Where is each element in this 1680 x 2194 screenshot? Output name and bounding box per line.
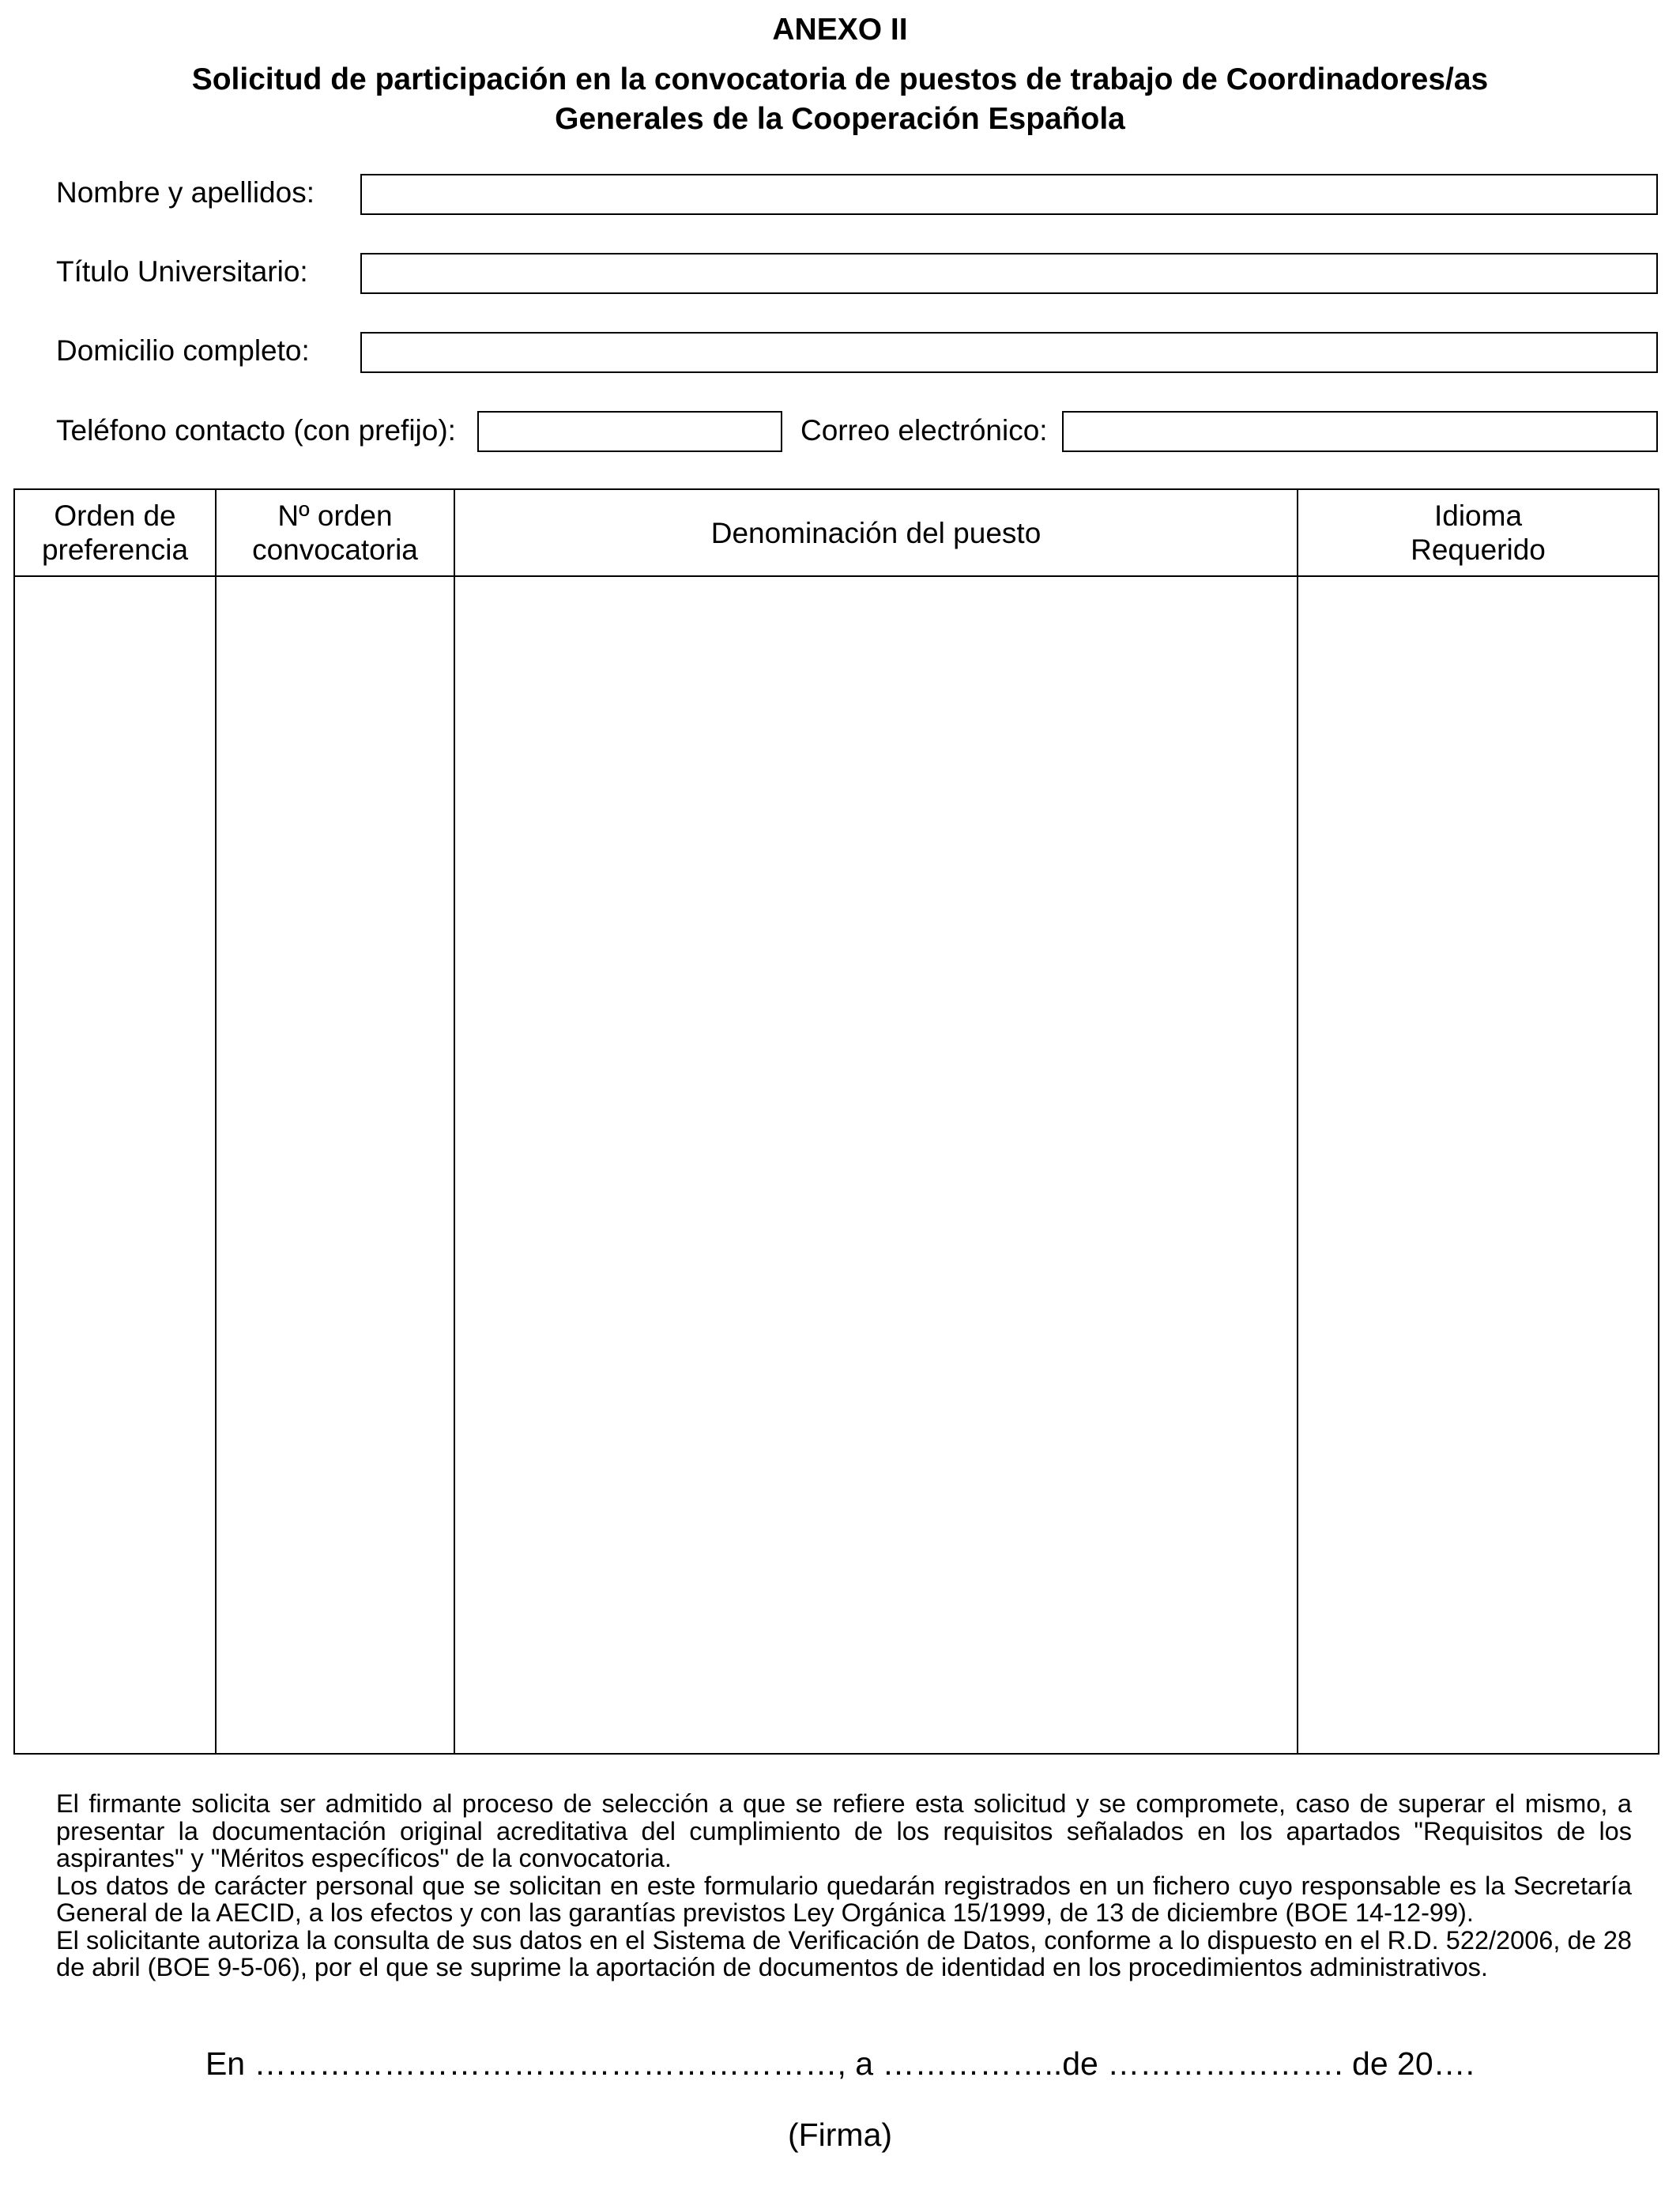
declaration-paragraph-1: El firmante solicita ser admitido al proceso de selección a que se refiere esta solicitud y se compromete, caso de superar el mismo, a presentar la documentación original acreditativa del cumplimiento de los requisitos señalados en los apartados "Requisitos de los aspirantes" y "Méritos específicos" de la convocatoria. <box>56 1789 1632 1872</box>
declaration-text <box>56 1790 1632 1981</box>
header-preference-order-line-2: preferencia <box>41 533 189 566</box>
header-preference-order-line-1: Orden de <box>54 499 176 532</box>
declaration-paragraph-2: Los datos de carácter personal que se solicitan en este formulario quedarán registrados en un fichero cuyo responsable es la Secretaría General de la AECID, a los efectos y con las garantías previstos Ley Orgánica 15/1999, de 13 de diciembre (BOE 14-12-99). <box>56 1871 1632 1927</box>
header-required-language-line-2: Requerido <box>1411 533 1546 566</box>
address-field[interactable] <box>360 332 1658 373</box>
position-name-cell[interactable] <box>454 576 1298 1754</box>
name-field[interactable] <box>360 174 1658 215</box>
phone-field[interactable] <box>477 411 782 452</box>
email-label: Correo electrónico: <box>800 414 1048 447</box>
header-preference-order <box>14 489 216 576</box>
header-required-language <box>1298 489 1659 576</box>
header-call-number-line-1: Nº orden <box>277 499 393 532</box>
header-position-name: Denominación del puesto <box>454 489 1298 576</box>
table-row <box>14 576 1659 1754</box>
name-label: Nombre y apellidos: <box>56 176 315 209</box>
required-language-cell[interactable] <box>1298 576 1659 1754</box>
header-required-language-line-1: Idioma <box>1433 499 1523 532</box>
document-title-line-1: Solicitud de participación en la convocatoria de puestos de trabajo de Coordinadores/as <box>191 62 1489 96</box>
positions-table <box>13 488 1659 1755</box>
phone-label: Teléfono contacto (con prefijo): <box>56 414 456 447</box>
annex-title: ANEXO II <box>772 13 908 47</box>
header-call-number-line-2: convocatoria <box>252 533 418 566</box>
table-header-row <box>14 489 1659 576</box>
document-title-line-2: Generales de la Cooperación Española <box>555 102 1125 136</box>
document-title <box>95 60 1585 139</box>
header-call-number <box>216 489 454 576</box>
degree-label: Título Universitario: <box>56 255 308 288</box>
signature-label: (Firma) <box>787 2117 893 2153</box>
email-field[interactable] <box>1062 411 1658 452</box>
address-label: Domicilio completo: <box>56 334 310 367</box>
declaration-paragraph-3: El solicitante autoriza la consulta de sus datos en el Sistema de Verificación de Datos, conforme a lo dispuesto en el R.D. 522/2006, de 28 de abril (BOE 9-5-06), por el que se suprime la aportación de documentos de identidad en los procedimientos administrativos. <box>56 1925 1632 1981</box>
place-date-line: En ………………………………………………, a ……………..de …………………. de 20…. <box>205 2045 1475 2082</box>
degree-field[interactable] <box>360 253 1658 294</box>
preference-order-cell[interactable] <box>14 576 216 1754</box>
call-number-cell[interactable] <box>216 576 454 1754</box>
